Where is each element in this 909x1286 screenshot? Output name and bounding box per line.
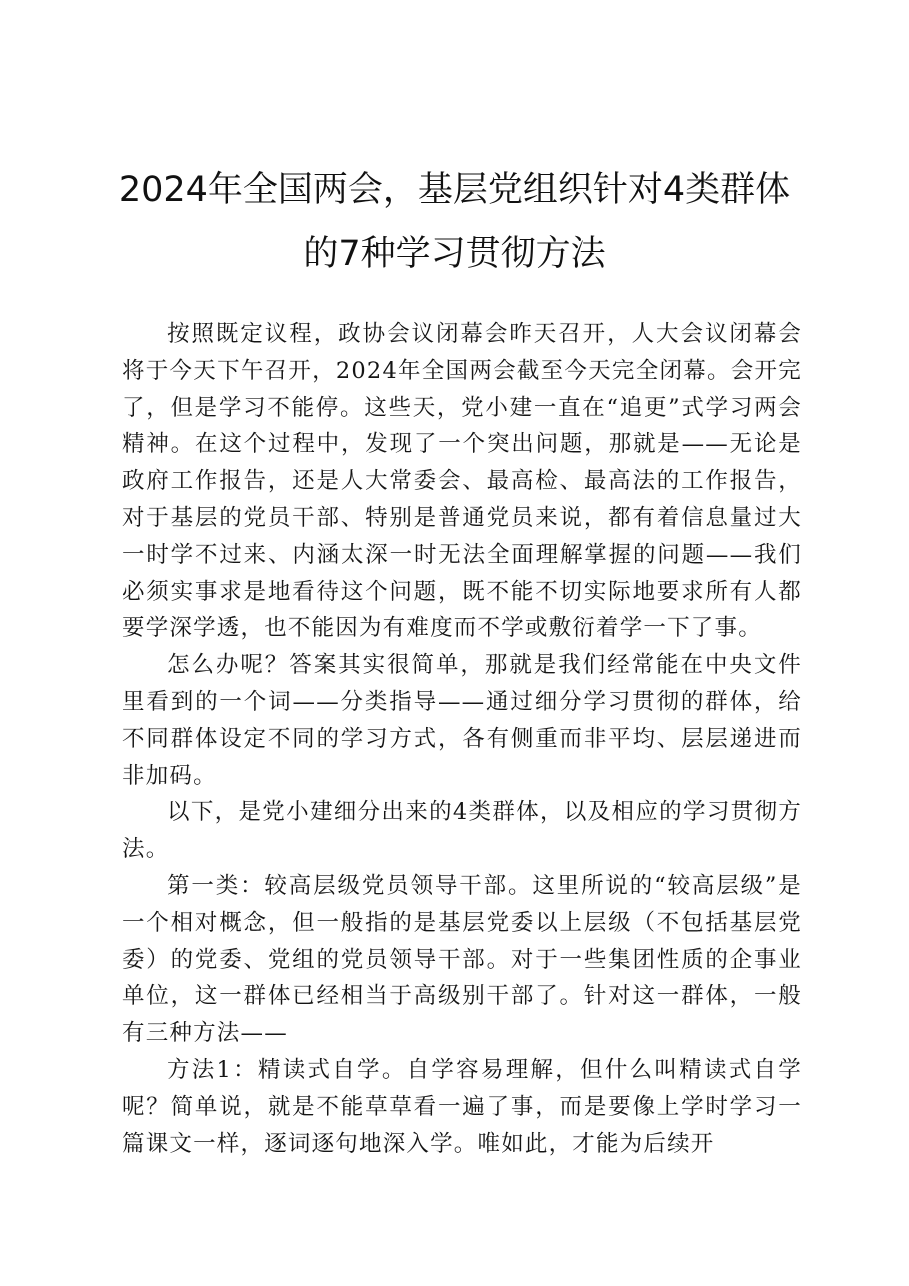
paragraph-solution: 怎么办呢？答案其实很简单，那就是我们经常能在中央文件里看到的一个词——分类指导——通过细分学习贯彻的群体，给不同群体设定不同的学习方式，各有侧重而非平均、层层递进而非加码。	[122, 652, 802, 789]
document-title	[100, 158, 809, 286]
document-body	[122, 316, 802, 1162]
title-line-2: 的7种学习贯彻方法	[303, 234, 606, 274]
title-line-1: 2024年全国两会，基层党组织针对4类群体	[118, 170, 791, 210]
paragraph-intro: 按照既定议程，政协会议闭幕会昨天召开，人大会议闭幕会将于今天下午召开，2024年全国两会截至今天完全闭幕。会开完了，但是学习不能停。这些天，党小建一直在“追更”式学习两会精神。在这个过程中，发现了一个突出问题，那就是——无论是政府工作报告，还是人大常委会、最高检、最高法的工作报告，对于基层的党员干部、特别是普通党员来说，都有着信息量过大一时学不过来、内涵太深一时无法全面理解掌握的问题——我们必须实事求是地看待这个问题，既不能不切实际地要求所有人都要学深学透，也不能因为有难度而不学或敷衍着学一下了事。	[122, 321, 802, 642]
paragraph-overview: 以下，是党小建细分出来的4类群体，以及相应的学习贯彻方法。	[122, 799, 802, 863]
paragraph-method-one: 方法1：精读式自学。自学容易理解，但什么叫精读式自学呢？简单说，就是不能草草看一遍了事，而是要像上学时学习一篇课文一样，逐词逐句地深入学。唯如此，才能为后续开	[122, 1056, 802, 1157]
paragraph-group-one: 第一类：较高层级党员领导干部。这里所说的“较高层级”是一个相对概念，但一般指的是基层党委以上层级（不包括基层党委）的党委、党组的党员领导干部。对于一些集团性质的企事业单位，这一群体已经相当于高级别干部了。针对这一群体，一般有三种方法——	[122, 872, 802, 1047]
